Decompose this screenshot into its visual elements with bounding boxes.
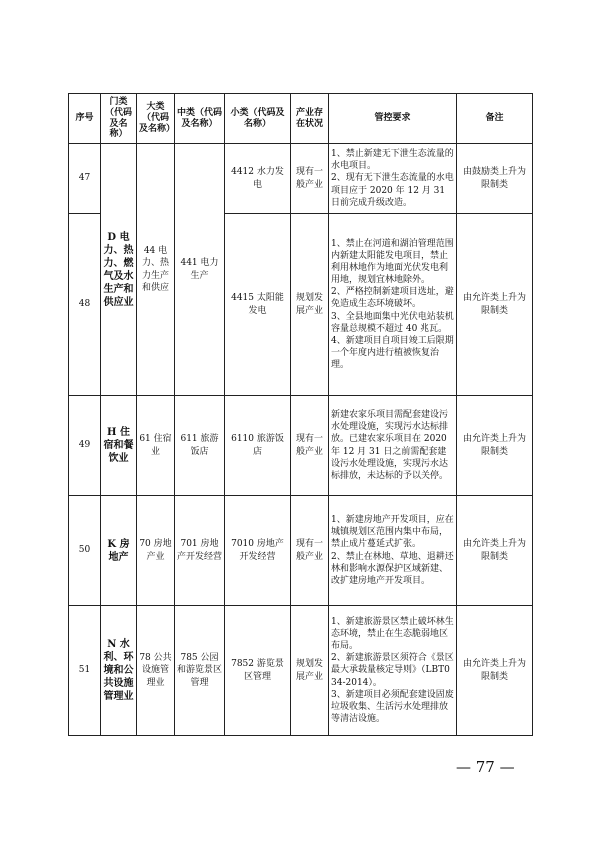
row-da: 78 公共设施管理业 — [137, 606, 175, 736]
row-zhong: 611 旅游饭店 — [175, 396, 225, 496]
header-seq: 序号 — [69, 94, 101, 144]
row-xiao: 7010 房地产开发经营 — [225, 496, 291, 606]
row-seq: 49 — [69, 396, 101, 496]
header-xiao: 小类（代码及名称） — [225, 94, 291, 144]
row-status: 现有一般产业 — [291, 496, 329, 606]
row-req: 1、新建旅游景区禁止破坏林生态环境，禁止在生态脆弱地区布局。 2、新建旅游景区须符合《景区最大承载量核定导则》（LBT034-2014）。 3、新建项目必须配套建设固废垃圾收集、生活污水处理排放等清洁设施。 — [329, 606, 457, 736]
row-seq: 51 — [69, 606, 101, 736]
header-zhong: 中类（代码及名称） — [175, 94, 225, 144]
row-da: 44 电力、热力生产和供应 — [137, 144, 175, 396]
row-men: D 电力、热力、燃气及水生产和供应业 — [101, 144, 137, 396]
row-note: 由允许类上升为限制类 — [457, 496, 533, 606]
row-men: N 水利、环境和公共设施管理业 — [101, 606, 137, 736]
row-req: 1、禁止在河道和湖泊管理范围内新建太阳能发电项目，禁止利用林地作为地面光伏发电利用地，规划宜林地除外。 2、严格控制新建项目选址，避免造成生态环境破坏。 3、全县地面集中光伏电站装机容量总规模不超过 40 兆瓦。 4、新建项目自项目竣工后限期一个年度内进行植被恢复治理。 — [329, 214, 457, 396]
row-zhong: 701 房地产开发经营 — [175, 496, 225, 606]
row-seq: 48 — [69, 214, 101, 396]
row-men: K 房地产 — [101, 496, 137, 606]
row-req: 新建农家乐项目需配套建设污水处理设施，实现污水达标排放。已建农家乐项目在 2020 年 12 月 31 日之前需配套建设污水处理设施，实现污水达标排放，未达标的予以关停。 — [329, 396, 457, 496]
header-note: 备注 — [457, 94, 533, 144]
header-status: 产业存在状况 — [291, 94, 329, 144]
table-row — [69, 396, 533, 496]
table-row — [69, 606, 533, 736]
industry-control-table — [68, 93, 533, 736]
row-seq: 47 — [69, 144, 101, 214]
row-xiao: 4412 水力发电 — [225, 144, 291, 214]
row-req: 1、新建房地产开发项目，应在城镇规划区范围内集中布局，禁止成片蔓延式扩张。 2、禁止在林地、草地、退耕还林和影响水源保护区域新建、改扩建房地产开发项目。 — [329, 496, 457, 606]
row-status: 现有一般产业 — [291, 396, 329, 496]
row-status: 现有一般产业 — [291, 144, 329, 214]
header-req: 管控要求 — [329, 94, 457, 144]
row-da: 61 住宿业 — [137, 396, 175, 496]
row-note: 由允许类上升为限制类 — [457, 606, 533, 736]
row-xiao: 6110 旅游饭店 — [225, 396, 291, 496]
row-status: 规划发展产业 — [291, 606, 329, 736]
row-xiao: 4415 太阳能发电 — [225, 214, 291, 396]
row-status: 规划发展产业 — [291, 214, 329, 396]
row-zhong: 785 公园和游览景区管理 — [175, 606, 225, 736]
table-row — [69, 144, 533, 214]
header-row — [69, 94, 533, 144]
header-men: 门类（代码及名称） — [101, 94, 137, 144]
row-note: 由允许类上升为限制类 — [457, 214, 533, 396]
row-req: 1、禁止新建无下泄生态流量的水电项目。 2、现有无下泄生态流量的水电项目应于 2020 年 12 月 31 日前完成升级改造。 — [329, 144, 457, 214]
row-note: 由允许类上升为限制类 — [457, 396, 533, 496]
row-note: 由鼓励类上升为限制类 — [457, 144, 533, 214]
row-da: 70 房地产业 — [137, 496, 175, 606]
row-men: H 住宿和餐饮业 — [101, 396, 137, 496]
row-seq: 50 — [69, 496, 101, 606]
page-number: — 77 — — [456, 758, 515, 776]
row-xiao: 7852 游览景区管理 — [225, 606, 291, 736]
table-row — [69, 496, 533, 606]
header-da: 大类（代码及名称） — [137, 94, 175, 144]
row-zhong: 441 电力生产 — [175, 144, 225, 396]
